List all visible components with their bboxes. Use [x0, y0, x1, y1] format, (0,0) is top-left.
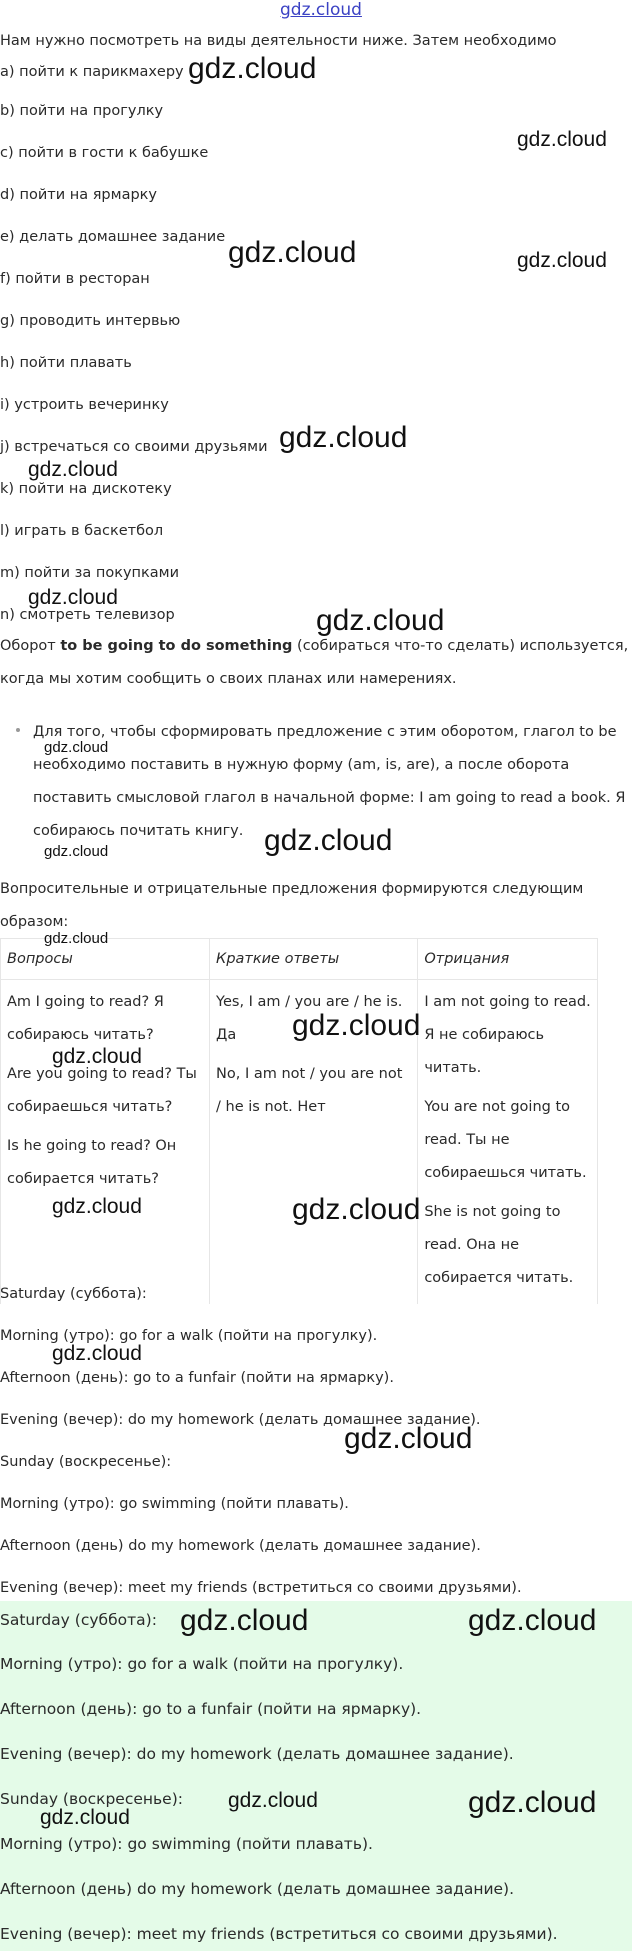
table-header: Вопросы [1, 939, 210, 980]
watermark: gdz.cloud [517, 249, 607, 272]
activity-item: j) встречаться со своими друзьями [0, 439, 268, 455]
watermark: gdz.cloud [44, 843, 109, 860]
activity-item: l) играть в баскетбол [0, 523, 164, 539]
question-item: Am I going to read? Я собираюсь читать? [7, 994, 164, 1043]
activity-item: g) проводить интервью [0, 313, 181, 329]
activity-item: a) пойти к парикмахеру [0, 64, 184, 80]
intro-text: Нам нужно посмотреть на виды деятельности ниже. Затем необходимо [0, 33, 557, 49]
plan-line: Morning (утро): go for a walk (пойти на прогулку). [0, 1328, 378, 1344]
grammar-table [0, 938, 598, 1304]
answer-line: Afternoon (день) do my homework (делать домашнее задание). [0, 1880, 515, 1898]
answer-line: Evening (вечер): do my homework (делать домашнее задание). [0, 1745, 514, 1763]
activity-item: f) пойти в ресторан [0, 271, 150, 287]
plan-line: Evening (вечер): meet my friends (встретиться со своими друзьями). [0, 1580, 522, 1596]
answer-line: Morning (утро): go swimming (пойти плавать). [0, 1835, 373, 1853]
rule-phrase: to be going to do something [60, 638, 293, 654]
watermark: gdz.cloud [316, 604, 445, 637]
watermark: gdz.cloud [188, 52, 317, 85]
watermark: gdz.cloud [468, 1604, 597, 1637]
question-item: Is he going to read? Он собирается читать? [7, 1138, 177, 1187]
plan-line: Afternoon (день): go to a funfair (пойти на ярмарку). [0, 1370, 394, 1386]
watermark: gdz.cloud [228, 236, 357, 269]
questions-intro: Вопросительные и отрицательные предложения формируются следующим образом: [0, 881, 584, 930]
watermark: gdz.cloud [28, 458, 118, 481]
table-header: Отрицания [418, 939, 598, 980]
watermark: gdz.cloud [264, 824, 393, 857]
watermark: gdz.cloud [40, 1806, 130, 1829]
activity-item: h) пойти плавать [0, 355, 132, 371]
plan-line: Saturday (суббота): [0, 1286, 147, 1302]
watermark: gdz.cloud [52, 1045, 142, 1068]
watermark: gdz.cloud [279, 421, 408, 454]
watermark: gdz.cloud [292, 1193, 421, 1226]
activity-item: n) смотреть телевизор [0, 607, 175, 623]
activity-item: k) пойти на дискотеку [0, 481, 172, 497]
answer-line: Sunday (воскресенье): [0, 1790, 183, 1808]
watermark: gdz.cloud [28, 586, 118, 609]
site-link[interactable]: gdz.cloud [280, 0, 362, 20]
watermark: gdz.cloud [52, 1195, 142, 1218]
rule-prefix: Оборот [0, 638, 61, 654]
answer-item: Yes, I am / you are / he is. Да [216, 994, 403, 1043]
negative-item: She is not going to read. Она не собирается читать. [424, 1204, 574, 1286]
bullet-dot [16, 728, 20, 732]
watermark: gdz.cloud [180, 1604, 309, 1637]
activity-item: m) пойти за покупками [0, 565, 180, 581]
answer-line: Evening (вечер): meet my friends (встретиться со своими друзьями). [0, 1925, 558, 1943]
rule-paragraph [0, 630, 632, 696]
answer-item: No, I am not / you are not / he is not. Нет [216, 1066, 403, 1115]
activity-item: c) пойти в гости к бабушке [0, 145, 209, 161]
answer-line: Afternoon (день): go to a funfair (пойти на ярмарку). [0, 1700, 422, 1718]
answer-box [0, 1601, 632, 1951]
watermark: gdz.cloud [517, 128, 607, 151]
watermark: gdz.cloud [44, 930, 109, 947]
plan-line: Sunday (воскресенье): [0, 1454, 172, 1470]
watermark: gdz.cloud [468, 1786, 597, 1819]
table-cell-questions [1, 980, 210, 1305]
activity-item: e) делать домашнее задание [0, 229, 226, 245]
watermark: gdz.cloud [344, 1422, 473, 1455]
bullet-text: Для того, чтобы сформировать предложение с этим оборотом, глагол to be необходимо поставить в нужную форму (am, is, are), а после оборота поставить смысловой глагол в начальной форме: I am going to read a book. Я собираюсь почитать книгу. [33, 724, 626, 839]
activity-item: b) пойти на прогулку [0, 103, 164, 119]
negative-item: You are not going to read. Ты не собираешься читать. [424, 1099, 587, 1181]
negative-item: I am not going to read. Я не собираюсь читать. [424, 994, 591, 1076]
question-item: Are you going to read? Ты собираешься читать? [7, 1066, 197, 1115]
plan-line: Evening (вечер): do my homework (делать домашнее задание). [0, 1412, 481, 1428]
plan-line: Morning (утро): go swimming (пойти плавать). [0, 1496, 349, 1512]
plan-line: Afternoon (день) do my homework (делать домашнее задание). [0, 1538, 481, 1554]
table-header: Краткие ответы [210, 939, 418, 980]
table-cell-negatives [418, 980, 598, 1305]
watermark: gdz.cloud [44, 739, 109, 756]
answer-line: Saturday (суббота): [0, 1611, 157, 1629]
watermark: gdz.cloud [228, 1789, 318, 1812]
rule-suffix: (собираться что-то сделать) используется, когда мы хотим сообщить о своих планах или намерениях. [0, 638, 629, 687]
activity-item: i) устроить вечеринку [0, 397, 169, 413]
watermark: gdz.cloud [52, 1342, 142, 1365]
activity-item: d) пойти на ярмарку [0, 187, 157, 203]
watermark: gdz.cloud [292, 1009, 421, 1042]
answer-line: Morning (утро): go for a walk (пойти на прогулку). [0, 1655, 404, 1673]
